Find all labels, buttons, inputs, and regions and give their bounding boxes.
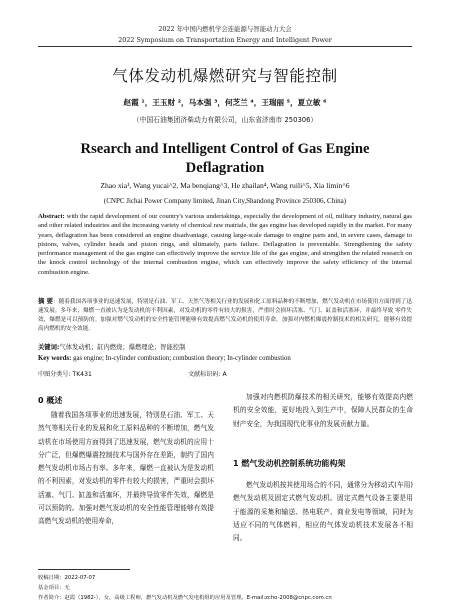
- footnote-fund: 基金项目：无: [38, 585, 70, 591]
- english-title: [0, 140, 450, 178]
- english-title-line1: Rsearch and Intelligent Control of Gas Engine: [80, 141, 370, 157]
- chinese-keywords: [38, 342, 412, 351]
- zh-abstract-text: ：随着我国各项事业的迅速发展，特别是石油、军工、天然气等相关行业的发展和化工原料品种的不断增加，燃气发动机在市场使用方面得到了迅速发展。多年来，爆燃一直被认为是发动机的不利因素，对发动机的零件有较大的损害，严重时会损坏活塞、气门、缸盖和活塞环，并最终导致 零件失效，爆燃是可以预防的。加强对燃气发动机的安全性能管理能够有效提高燃气发动机的使用寿命，加强对内燃机爆震控制技术的相关研究，能够有效提高内燃机的安全效能。: [38, 299, 412, 332]
- chinese-abstract: [38, 297, 412, 334]
- abstract-label: Abstract:: [38, 213, 65, 220]
- section-0-heading: 0 概述: [38, 396, 63, 405]
- en-keywords-label: Key words:: [38, 355, 72, 362]
- english-keywords: [38, 355, 412, 362]
- section-0-right-paragraph: 加强对内燃机防爆技术的相关研究，能够有效提高内燃机的安全效能，更好地投入到生产中，保障人民群众的生命财产安全，为我国现代化事业的发展贡献力量。: [233, 393, 413, 428]
- abstract-text: with the rapid development of our country's various undertakings, especially the development of oil, military industry, natural gas and other related industries and the increasing variety of chemical raw matrials, the gas engine has developed rapidly in the market. For many years, deflagration has been considered an engine disadvantage, causing large-scale damage to engine parts and, in severe cases, damage to pistons, valves, cylinder heads and piston rings, and ultimately, parts failure. Deflagration is preventable. Strengthening the safety performance management of the gas engine can effectively improve the service life of the gas engine, and strengthen the related research on the knock control technology of the internal combustion engine, which can effectively improve the safety efficiency of the internal combustion engine.: [38, 213, 412, 276]
- document-code: [188, 369, 227, 378]
- classification-line: [38, 369, 412, 378]
- section-1-paragraph: 燃气发动机按其使用场合的不同，通常分为移动式(车用)燃气发动机及固定式燃气发动机。固定式燃气设备主要是用于能源的采集和输送、热电联产、商业发电等领域，同时为适应不同的气体燃料，相应的气体发动机技术发展各不相同。: [233, 481, 413, 543]
- doc-code-label: 文献标识码:: [188, 371, 221, 378]
- running-header-en: 2022 Symposium on Transportation Energy and Intelligent Power: [118, 36, 332, 44]
- header-rule: [38, 46, 412, 47]
- en-keywords-text: gas engine; In-cylinder combustion; combustion theory; In-cylinder combustion: [71, 355, 291, 362]
- running-header-zh: 2022 年中国内燃机学会连能源与智能动力大会: [158, 25, 292, 33]
- english-authors: Zhao xia¹, Wang yucai^2, Ma benqiang^3, He zhailan⁴, Wang ruili^5, Xia limin^6: [100, 181, 350, 190]
- english-title-line2: Deflagration: [185, 160, 265, 176]
- section-0-left-paragraph: 随着我国各项事业的迅速发展，特别是石油、军工、天然气等相关行业的发展和化工原料品种的不断增加，燃气发动机在市场使用方面得到了迅速发展，燃气发动机的应用十分广泛，但爆燃爆震控制技术与国外存在差距，制约了国内燃气发动机市场占有率。多年来，爆燃一直被认为是发动机的不利因素，对发动机的零件有较大的损害，严重时会损坏活塞、气门、缸盖和活塞环，并最终导致零件失效，爆燃是可以预防的。加强对燃气发动机的安全性能管理能够有效提高燃气发动机的使用寿命，: [38, 411, 214, 526]
- section-1-heading: 1 燃气发动机控制系统功能构架: [233, 459, 346, 468]
- zh-abstract-label: 摘 要: [38, 297, 54, 305]
- chinese-affiliation: （中国石油集团济柴动力有限公司，山东省济南市 250306）: [132, 116, 318, 124]
- clc-label: 中图分类号:: [38, 371, 71, 378]
- doc-code-value: A: [220, 371, 227, 378]
- footnote-rule: [38, 569, 130, 570]
- chinese-title: 气体发动机爆燃研究与智能控制: [112, 67, 338, 85]
- zh-keywords-text: 气体发动机；缸内燃烧；爆燃理论；智能控制: [59, 344, 186, 351]
- zh-keywords-label: 关键词:: [38, 344, 60, 351]
- footnote-author: 作者简介：赵霞（1982-），女，高级工程师，燃气发动机及燃气发电机组的应用及管理。E-mail:zcho-2008@cnpc.com.cn: [38, 595, 332, 601]
- english-affiliation: (CNPC Jichai Power Company limited, Jinan City,Shandong Province 250306, China): [103, 197, 347, 205]
- footnote-received: 收稿日期：2022-07-07: [38, 575, 96, 581]
- english-abstract: [38, 212, 412, 277]
- clc-value: TK431: [70, 371, 92, 378]
- chinese-authors: 赵霞 ¹，王玉财 ²，马本强 ³，何芝兰 ⁴，王瑞丽 ⁵，夏立敏 ⁶: [123, 98, 327, 107]
